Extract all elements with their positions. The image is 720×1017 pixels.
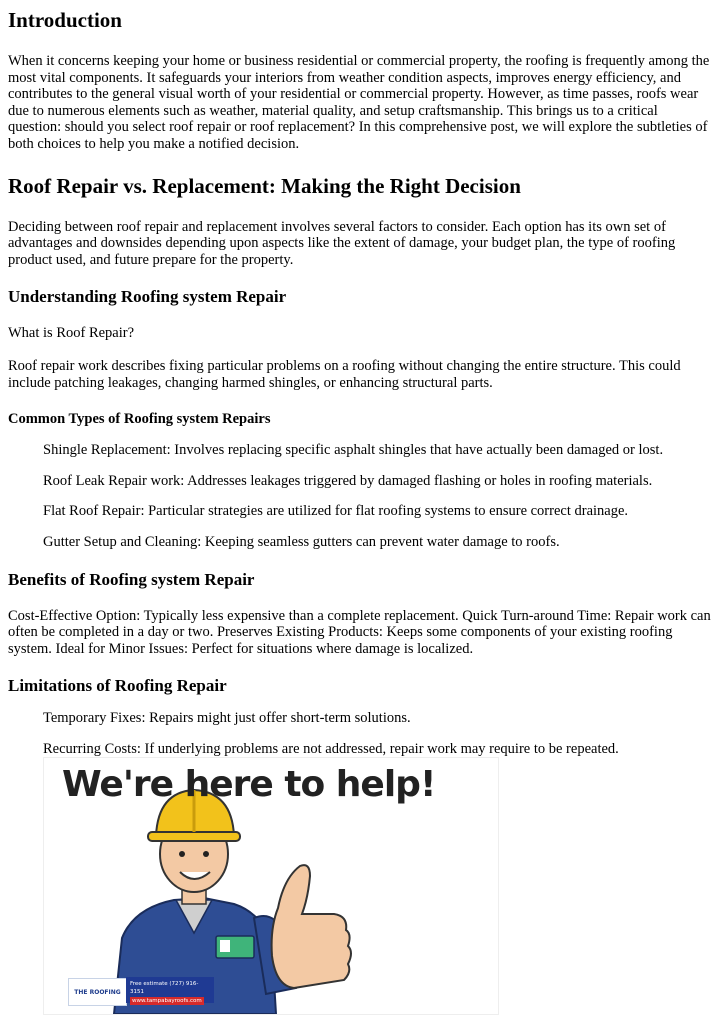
benefits-heading: Benefits of Roofing system Repair bbox=[8, 569, 255, 589]
benefits-paragraph: Cost-Effective Option: Typically less expensive than a complete replacement. Quick Turn-around Time: Repair work can often be completed in a day or two. Preserves Existing Products: Keeps some components of your existing roofing system. Ideal for Minor Issues: Perfect for situations where damage is localized. bbox=[8, 607, 711, 657]
company-logo: THE ROOFING bbox=[68, 978, 127, 1006]
contact-banner bbox=[126, 977, 214, 1003]
list-item: Flat Roof Repair: Particular strategies are utilized for flat roofing systems to ensure correct drainage. bbox=[43, 503, 629, 520]
list-item: Shingle Replacement: Involves replacing specific asphalt shingles that have actually been damaged or lost. bbox=[43, 442, 664, 459]
understanding-heading: Understanding Roofing system Repair bbox=[8, 287, 287, 307]
common-types-list bbox=[8, 442, 712, 550]
understanding-question: What is Roof Repair? bbox=[8, 325, 135, 342]
phone-text: Free estimate (727) 916-3151 bbox=[130, 981, 199, 995]
understanding-paragraph: Roof repair work describes fixing particular problems on a roofing without changing the entire structure. This could include patching leakages, changing harmed shingles, or enhancing structural parts. bbox=[8, 357, 681, 391]
list-item: Temporary Fixes: Repairs might just offer short-term solutions. bbox=[43, 710, 411, 727]
decision-paragraph: Deciding between roof repair and replacement involves several factors to consider. Each option has its own set of advantages and downsides depending upon aspects like the extent of damage, your budget plan, the type of roofing product used, and future prepare for the property. bbox=[8, 218, 676, 268]
site-text: www.tampabayroofs.com bbox=[132, 998, 202, 1004]
list-item: Recurring Costs: If underlying problems are not addressed, repair work may require to be repeated. bbox=[43, 740, 619, 757]
decision-heading: Roof Repair vs. Replacement: Making the Right Decision bbox=[8, 173, 521, 198]
limitations-list bbox=[8, 710, 712, 757]
intro-paragraph: When it concerns keeping your home or business residential or commercial property, the roofing is frequently among the most vital components. It safeguards your interiors from weather condition aspects, improves energy efficiency, and contributes to the general visual worth of your residential or commercial property. However, as time passes, roofs wear due to numerous elements such as weather, material quality, and setup craftsmanship. This brings us to a critical question: should you select roof repair or roof replacement? In this comprehensive post, we will explore the subtleties of both choices to help you make a notified decision. bbox=[8, 53, 710, 152]
intro-heading: Introduction bbox=[8, 8, 122, 32]
help-headline: We're here to help! bbox=[62, 764, 436, 805]
list-item: Gutter Setup and Cleaning: Keeping seamless gutters can prevent water damage to roofs. bbox=[43, 533, 560, 550]
limitations-heading: Limitations of Roofing Repair bbox=[8, 676, 227, 696]
common-types-heading: Common Types of Roofing system Repairs bbox=[8, 411, 271, 428]
list-item: Roof Leak Repair work: Addresses leakages triggered by damaged flashing or holes in roofing materials. bbox=[43, 472, 653, 489]
help-illustration bbox=[43, 757, 499, 1015]
